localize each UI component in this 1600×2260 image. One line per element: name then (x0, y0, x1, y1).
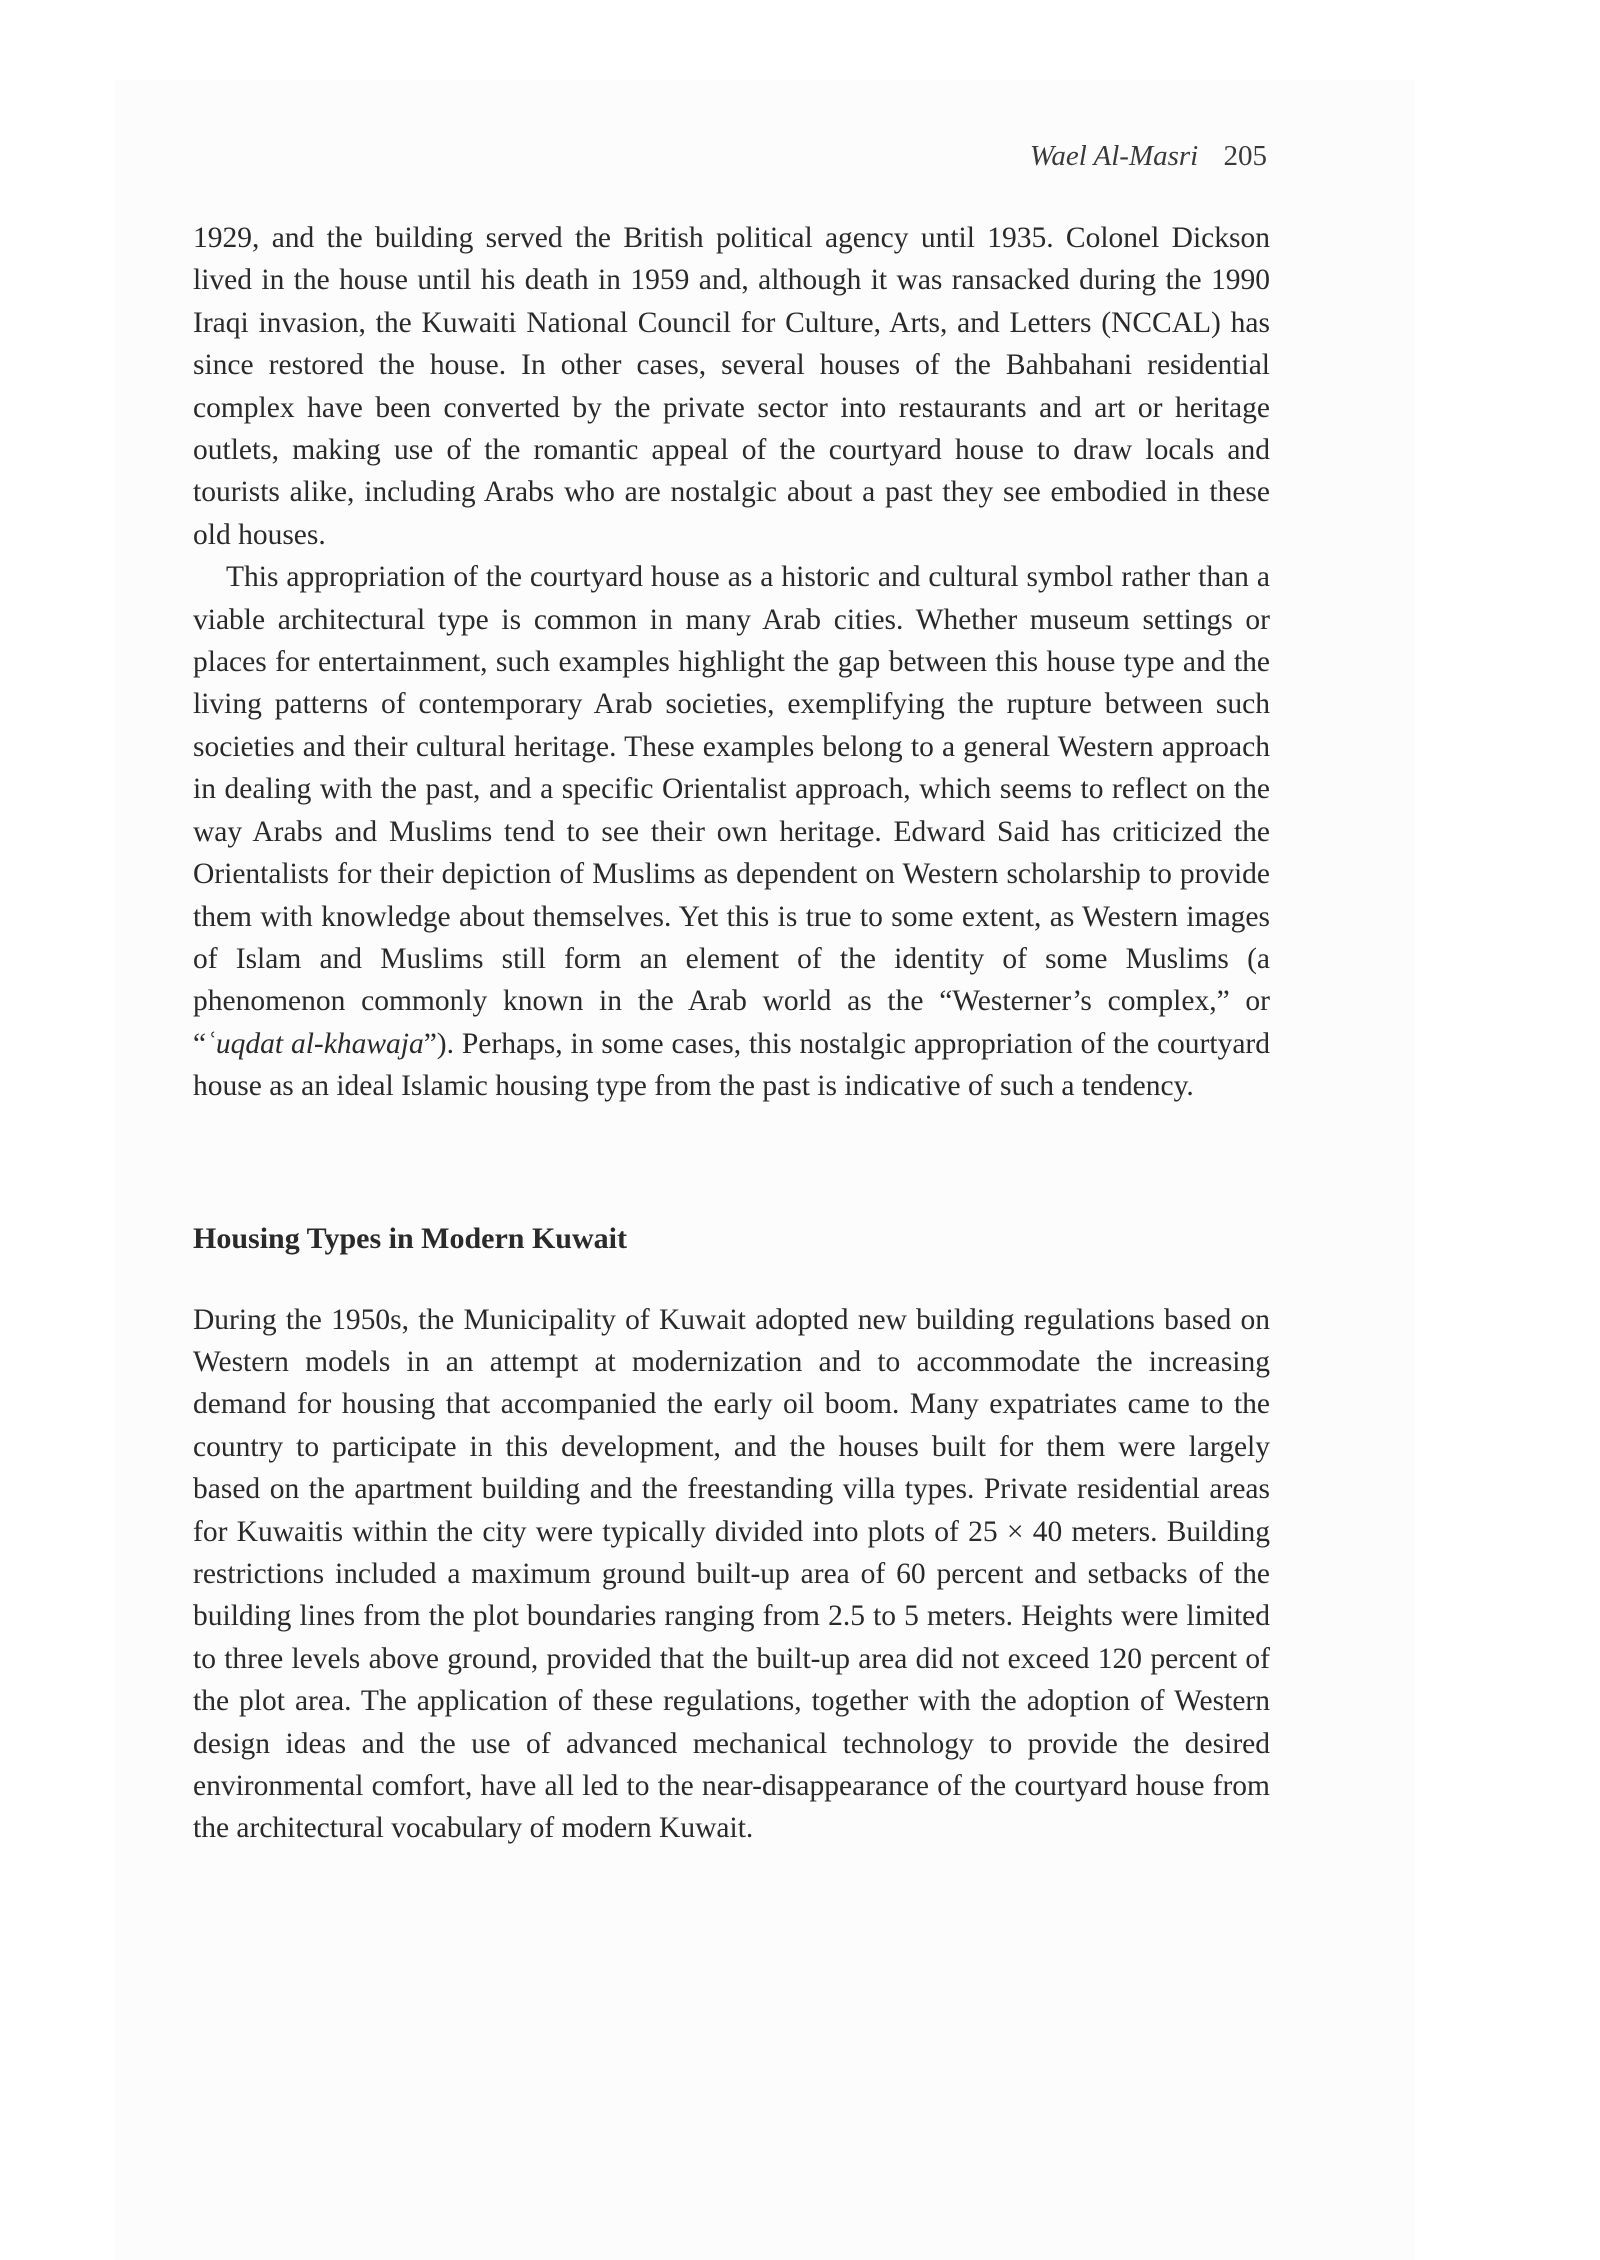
section-heading: Housing Types in Modern Kuwait (193, 1221, 627, 1255)
page-number: 205 (1223, 140, 1267, 172)
running-head-author: Wael Al-Masri (1029, 140, 1199, 172)
section-paragraph-1: During the 1950s, the Municipality of Kuwait adopted new building regulations based on Western models in an attempt at modernization and to accommodate the increasing demand for housing that accompanied the early oil boom. Many expatriates came to the country to participate in this development, and the houses built for them were largely based on the apartment building and the freestanding villa types. Private residential areas for Kuwaitis within the city were typically divided into plots of 25 × 40 meters. Building restrictions included a maximum ground built-up area of 60 percent and setbacks of the building lines from the plot boundaries ranging from 2.5 to 5 meters. Heights were limited to three levels above ground, provided that the built-up area did not exceed 120 percent of the plot area. The application of these regulations, together with the adoption of Western design ideas and the use of advanced mechanical technology to provide the desired environmental comfort, have all led to the near-disappearance of the courtyard house from the architectural vocabulary of modern Kuwait. (193, 1303, 1270, 1845)
paragraph-2-text-b: ”). Perhaps, in some cases, this nostalgic appropriation of the courtyard house as an ideal Islamic housing type from the past is indicative of such a tendency. (193, 1027, 1270, 1103)
body-paragraph-2 (193, 556, 1270, 1107)
running-head (1030, 140, 1267, 173)
page-body (193, 217, 1270, 1850)
paragraph-2-text-a: This appropriation of the courtyard house as a historic and cultural symbol rather than a viable architectural type is common in many Arab cities. Whether museum settings or places for entertainment, such examples highlight the gap between this house type and the living patterns of contemporary Arab societies, exemplifying the rupture between such societies and their cultural heritage. These examples belong to a general Western approach in dealing with the past, and a specific Orientalist approach, which seems to reflect on the way Arabs and Muslims tend to see their own heritage. Edward Said has criticized the Orientalists for their depiction of Muslims as dependent on Western scholarship to provide them with knowledge about themselves. Yet this is true to some extent, as Western images of Islam and Muslims still form an element of the identity of some Muslims (a phenomenon commonly known in the Arab world as the “Westerner’s complex,” or “ (193, 561, 1270, 1060)
body-paragraph-1: 1929, and the building served the British political agency until 1935. Colonel Dickson lived in the house until his death in 1959 and, although it was ransacked during the 1990 Iraqi invasion, the Kuwaiti National Council for Culture, Arts, and Letters (NCCAL) has since restored the house. In other cases, several houses of the Bahbahani residential complex have been converted by the private sector into restaurants and art or heritage outlets, making use of the romantic appeal of the courtyard house to draw locals and tourists alike, including Arabs who are nostalgic about a past they see embodied in these old houses. (193, 222, 1270, 551)
transliteration-italic: ʿuqdat al-khawaja (206, 1027, 424, 1060)
